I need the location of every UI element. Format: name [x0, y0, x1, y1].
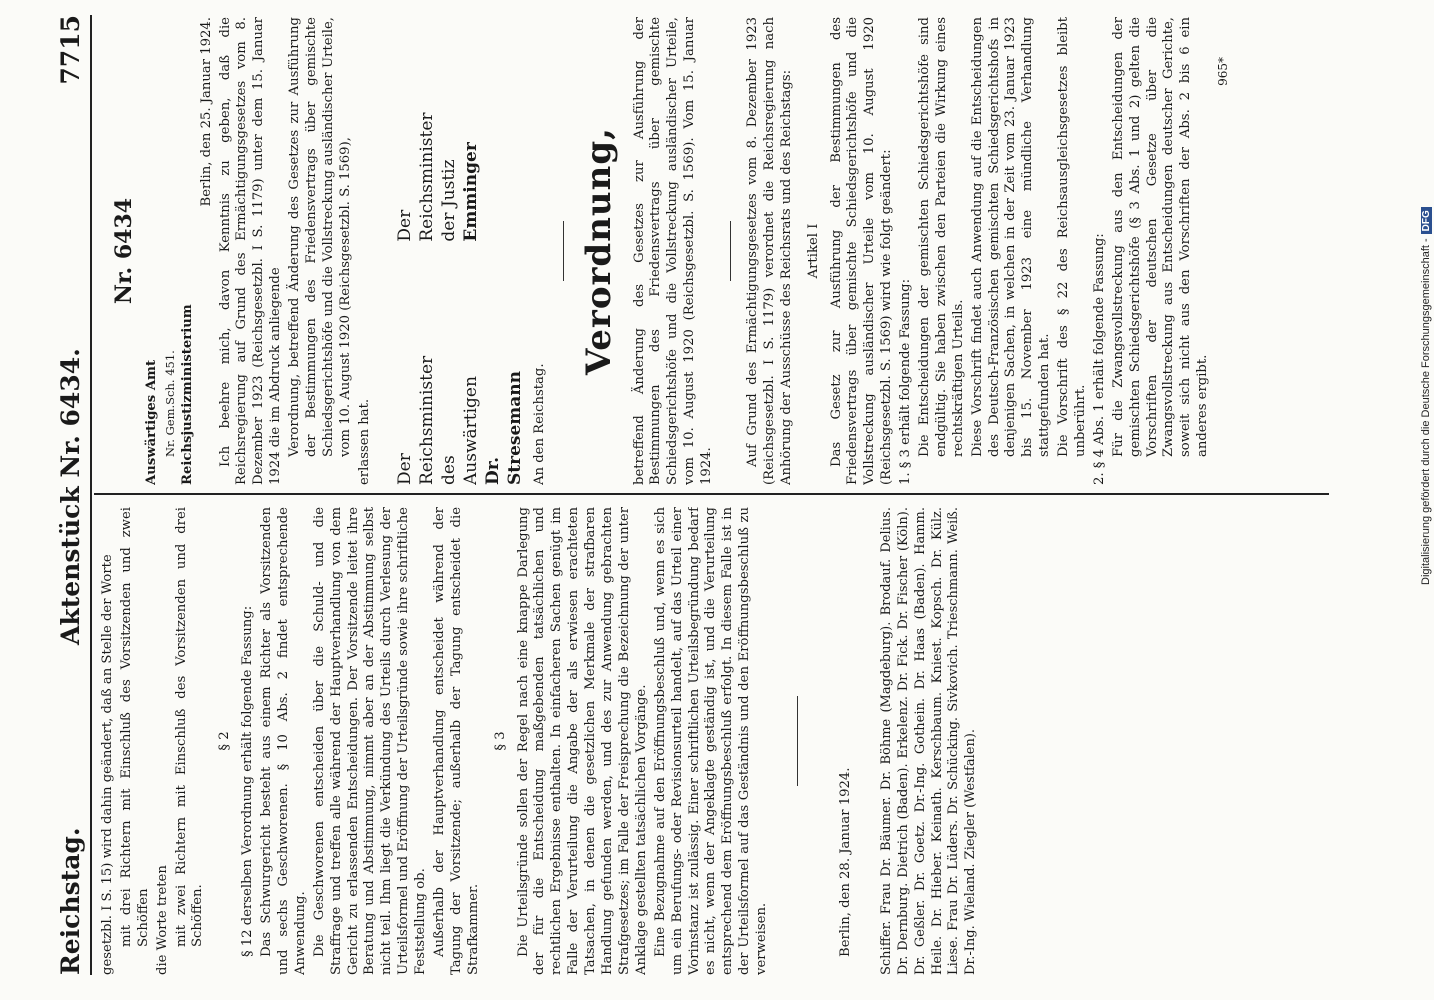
ministry-name: Auswärtiges Amt	[144, 359, 160, 485]
separator-rule	[797, 696, 798, 786]
quotation: mit zwei Richtern mit Einschluß des Vorsitzenden und drei Schöffen.	[173, 507, 206, 947]
ordinance-title: Verordnung,	[579, 127, 620, 375]
signature-block	[394, 17, 527, 485]
signature-left	[394, 260, 527, 485]
separator-rule	[563, 221, 564, 281]
ordinance-subtitle: betreffend Änderung des Gesetzes zur Ausführung der Bestimmungen des Friedensvertrags über gemischte Schiedsgerichtshöfe und die Vollstreckung ausländischer Urteile, vom 10. August 1920 (Reichsgesetzbl. S. 1569). Vom 15. Januar 1924.	[631, 17, 715, 485]
right-column	[100, 17, 1325, 485]
signature-name: Dr. Stresemann	[482, 370, 526, 485]
reference-number: Nr. Gem.Sch. 451.	[163, 350, 178, 457]
paragraph: Auf Grund des Ermächtigungsgesetzes vom 8. Dezember 1923 (Reichsgesetzbl. I S. 1179) verordnet die Reichsregierung nach Anhörung der Ausschüsse des Reichsrats und des Reichstags:	[744, 17, 794, 485]
paragraph: Eine Bezugnahme auf den Eröffnungsbeschluß und, wenn es sich um ein Berufungs- oder Revisionsurteil handelt, auf das Urteil einer Vorinstanz ist zulässig. Einer schriftlichen Urteilsbegründung bedarf es nicht, wenn der Angeklagte geständig ist, und die Verurteilung entsprechend dem Eröffnungsbeschluß erfolgt. In diesem Falle ist in der Urteilsformel auf das Geständnis und den Eröffnungsbeschluß zu verweisen.	[652, 507, 770, 975]
date-line: Berlin, den 25. Januar 1924.	[198, 17, 214, 207]
addressee: An den Reichstag.	[532, 363, 548, 485]
list-item: 2. § 4 Abs. 1 erhält folgende Fassung:	[1091, 233, 1107, 485]
section-heading: § 2	[217, 731, 233, 751]
running-header	[50, 15, 90, 975]
date-line: Berlin, den 28. Januar 1924.	[837, 767, 853, 957]
quotation: Verordnung, betreffend Änderung des Gesetzes zur Ausführung der Bestimmungen des Friedensvertrags über gemischte Schiedsgerichtshöfe und die Vollstreckung ausländischer Urteile, vom 10. August 1920 (Reichsgesetzbl. S. 1569),	[287, 17, 353, 457]
paragraph: gesetzbl. I S. 15) wird dahin geändert, daß an Stelle der Worte	[100, 554, 115, 975]
quotation: mit drei Richtern mit Einschluß des Vorsitzenden und zwei Schöffen	[118, 507, 151, 947]
ministry-name: Reichsjustizministerium	[179, 304, 195, 485]
signature-line: der Justiz	[438, 159, 459, 242]
paragraph: § 12 derselben Verordnung erhält folgende Fassung:	[240, 605, 256, 957]
quotation: Die Vorschrift des § 22 des Reichsausgleichsgesetzes bleibt unberührt.	[1056, 17, 1089, 457]
column-divider	[94, 493, 1329, 495]
dfg-logo: DFG	[1421, 207, 1432, 234]
signature-mark: 965*	[1216, 57, 1231, 86]
quotation: Für die Zwangsvollstreckung aus den Entscheidungen der gemischten Schiedsgerichtshöfe (§ 3 Abs. 1 und 2) gelten die Vorschriften der deutschen Gesetze über die Zwangsvollstreckung aus Entscheidungen deutscher Gerichte, soweit sich nicht aus den Vorschriften der Abs. 2 bis 6 ein anderes ergibt.	[1110, 17, 1211, 457]
credit-text: Digitalisierung gefördert durch die Deutsche Forschungsgemeinschaft -	[1420, 238, 1432, 585]
paragraph: Das Gesetz zur Ausführung der Bestimmungen des Friedensvertrags über gemischte Schiedsgerichtshöfe und die Vollstreckung ausländischer Urteile vom 10. August 1920 (Reichsgesetzbl. S. 1569) wird wie folgt geändert:	[828, 17, 895, 485]
paragraph: Außerhalb der Hauptverhandlung entscheidet während der Tagung der Vorsitzende; außerhalb der Tagung entscheidet die Strafkammer.	[432, 507, 481, 975]
list-item: 1. § 3 erhält folgende Fassung:	[898, 278, 914, 485]
header-left: Reichstag.	[56, 827, 85, 975]
document-page	[50, 15, 1380, 975]
document-number: Nr. 6434	[111, 197, 137, 305]
paragraph: die Worte treten	[154, 865, 170, 975]
digitization-credit	[1416, 0, 1434, 1000]
paragraph: Das Schwurgericht besteht aus einem Richter als Vorsitzenden und sechs Geschworenen. § 10 Abs. 2 findet entsprechende Anwendung.	[259, 507, 308, 975]
paragraph: erlassen hat.	[356, 398, 372, 485]
separator-rule	[730, 221, 731, 281]
header-rule	[90, 15, 92, 975]
section-heading: § 3	[492, 731, 508, 751]
quotation: Die Entscheidungen der gemischten Schiedsgerichtshöfe sind endgültig. Sie haben zwischen den Parteien die Wirkung eines rechtskräftigen Urteils.	[917, 17, 966, 457]
paragraph: Die Geschworenen entscheiden über die Schuld- und die Straffrage und treffen alle während der Hauptverhandlung von dem Gericht zu erlassenden Entscheidungen. Der Vorsitzende leitet ihre Beratung und Abstimmung, nimmt aber an der Abstimmung selbst nicht teil. Ihm liegt die Verkündung des Urteils durch Verlesung der Urteilsformel und Eröffnung der Urteilsgründe sowie ihre schriftliche Feststellung ob.	[311, 507, 429, 975]
signatories: Schiffer. Frau Dr. Bäumer. Dr. Böhme (Magdeburg). Brodauf. Delius. Dr. Dernburg. Dietrich (Baden). Erkelenz. Dr. Fick. Dr. Fischer (Köln). Dr. Geßler. Dr. Goetz. Dr.-Ing. Gothein. Dr. Haas (Baden). Hamm. Heile. Dr. Hieber. Keinath. Kerschbaum. Kniest. Kopsch. Dr. Külz. Liese. Frau Dr. Lüders. Dr. Schücking. Sivkovich. Trieschmann. Weiß. Dr.-Ing. Wieland. Ziegler (Westfalen).	[878, 507, 979, 975]
quotation: Diese Vorschrift findet auch Anwendung auf die Entscheidungen des Deutsch-Französischen gemischten Schiedsgerichtshofs in denjenigen Sachen, in welchen in der Zeit vom 23. Januar 1923 bis 15. November 1923 eine mündliche Verhandlung stattgefunden hat.	[969, 17, 1053, 457]
signature-line: Der Reichsminister	[394, 112, 437, 242]
paragraph: Ich beehre mich, davon Kenntnis zu geben, daß die Reichsregierung auf Grund des Ermächtigungsgesetzes vom 8. Dezember 1923 (Reichsgesetzbl. I S. 1179) unter dem 15. Januar 1924 die im Abdruck anliegende	[217, 17, 284, 485]
signature-name: Emminger	[460, 142, 481, 242]
article-heading: Artikel I	[805, 223, 821, 279]
signature-right	[394, 17, 527, 242]
signature-line: Der Reichsminister	[394, 355, 437, 485]
signature-line: des Auswärtigen	[438, 376, 481, 485]
paragraph: Die Urteilsgründe sollen der Regel nach eine knappe Darlegung der für die Entscheidung maßgebenden tatsächlichen und rechtlichen Ergebnisse enthalten. In einfacheren Sachen genügt im Falle der Verurteilung die Angabe der als erwiesen erachteten Tatsachen, in denen die gesetzlichen Merkmale der strafbaren Handlung gefunden werden, und des zur Anwendung gebrachten Strafgesetzes; im Falle der Freisprechung die Bezeichnung der unter Anklage gestellten tatsächlichen Vorgänge.	[515, 507, 649, 975]
left-column	[100, 507, 1325, 975]
page-number: 7715	[56, 15, 85, 85]
header-center: Aktenstück Nr. 6434.	[56, 348, 85, 645]
